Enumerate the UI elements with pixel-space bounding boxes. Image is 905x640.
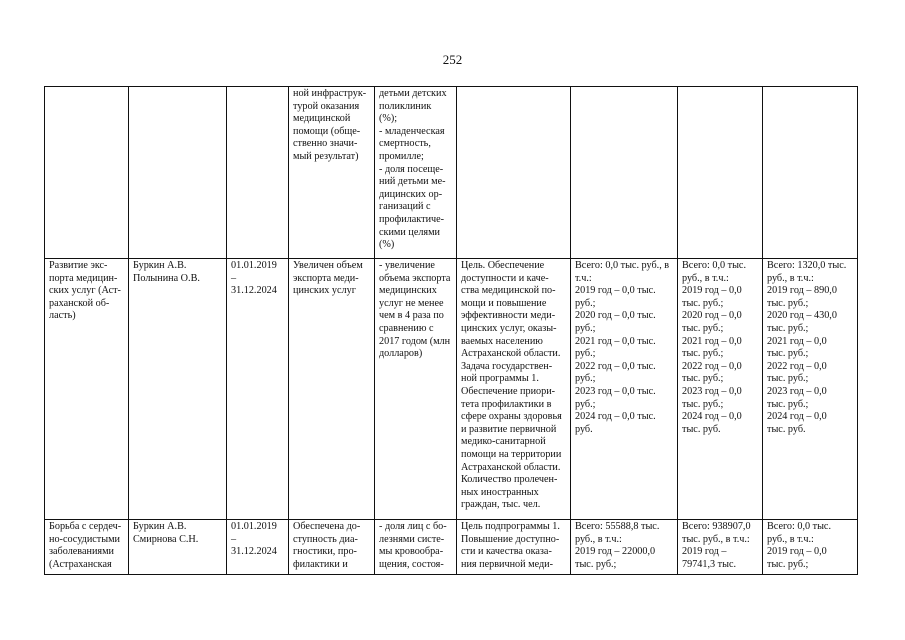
cell-period [227, 87, 289, 259]
program-table [44, 86, 858, 575]
cell-period: 01.01.2019 – 31.12.2024 [227, 520, 289, 575]
table-row-continuation [45, 87, 858, 259]
cell-period: 01.01.2019 – 31.12.2024 [227, 259, 289, 520]
cell-goal [457, 87, 571, 259]
cell-project-name: Развитие экс- порта медицин- ских услуг (Аст- раханской об- ласть) [45, 259, 129, 520]
cell-funding-2 [678, 87, 763, 259]
cell-result: Увеличен объем экспорта меди- цинских услуг [289, 259, 375, 520]
cell-funding-1 [571, 87, 678, 259]
cell-project-name: Борьба с сердеч- но-сосудистыми заболеваниями (Астраханская [45, 520, 129, 575]
cell-indicators: детьми детских поликлиник (%); - младенческая смертность, промилле; - доля посеще- ний детьми ме- дицинских ор- ганизаций с профилактиче- скими целями (%) [375, 87, 457, 259]
cell-result: Обеспечена до- ступность диа- гностики, про- филактики и [289, 520, 375, 575]
cell-responsible: Буркин А.В. Полынина О.В. [129, 259, 227, 520]
cell-funding-3 [763, 87, 858, 259]
cell-funding-3: Всего: 0,0 тыс. руб., в т.ч.: 2019 год – 0,0 тыс. руб.; [763, 520, 858, 575]
cell-indicators: - доля лиц с бо- лезнями систе- мы кровообра- щения, состоя- [375, 520, 457, 575]
cell-responsible: Буркин А.В. Смирнова С.Н. [129, 520, 227, 575]
table-row-medical-export [45, 259, 858, 520]
page-number: 252 [442, 52, 463, 67]
cell-funding-2: Всего: 938907,0 тыс. руб., в т.ч.: 2019 год – 79741,3 тыс. [678, 520, 763, 575]
cell-indicators: - увеличение объема экспорта медицинских услуг не менее чем в 4 раза по сравнению с 2017 годом (млн долларов) [375, 259, 457, 520]
cell-funding-2: Всего: 0,0 тыс. руб., в т.ч.: 2019 год – 0,0 тыс. руб.; 2020 год – 0,0 тыс. руб.; 2021 год – 0,0 тыс. руб.; 2022 год – 0,0 тыс. руб.; 2023 год – 0,0 тыс. руб.; 2024 год – 0,0 тыс. руб. [678, 259, 763, 520]
cell-project-name [45, 87, 129, 259]
cell-goal: Цель подпрограммы 1. Повышение доступно- сти и качества оказа- ния первичной меди- [457, 520, 571, 575]
cell-funding-1: Всего: 55588,8 тыс. руб., в т.ч.: 2019 год – 22000,0 тыс. руб.; [571, 520, 678, 575]
cell-goal: Цель. Обеспечение доступности и каче- ства медицинской по- мощи и повышение эффективности меди- цинских услуг, оказы- ваемых населению Астраханской области. Задача государствен- ной программы 1. Обеспечение приори- тета профилактики в сфере охраны здоровья и развитие первичной медико-санитарной помощи на территории Астраханской области. Количество пролечен- ных иностранных граждан, тыс. чел. [457, 259, 571, 520]
cell-responsible [129, 87, 227, 259]
table-row-cardiovascular [45, 520, 858, 575]
cell-funding-1: Всего: 0,0 тыс. руб., в т.ч.: 2019 год – 0,0 тыс. руб.; 2020 год – 0,0 тыс. руб.; 2021 год – 0,0 тыс. руб.; 2022 год – 0,0 тыс. руб.; 2023 год – 0,0 тыс. руб.; 2024 год – 0,0 тыс. руб. [571, 259, 678, 520]
cell-funding-3: Всего: 1320,0 тыс. руб., в т.ч.: 2019 год – 890,0 тыс. руб.; 2020 год – 430,0 тыс. руб.; 2021 год – 0,0 тыс. руб.; 2022 год – 0,0 тыс. руб.; 2023 год – 0,0 тыс. руб.; 2024 год – 0,0 тыс. руб. [763, 259, 858, 520]
cell-result: ной инфраструк- турой оказания медицинской помощи (обще- ственно значи- мый результат) [289, 87, 375, 259]
